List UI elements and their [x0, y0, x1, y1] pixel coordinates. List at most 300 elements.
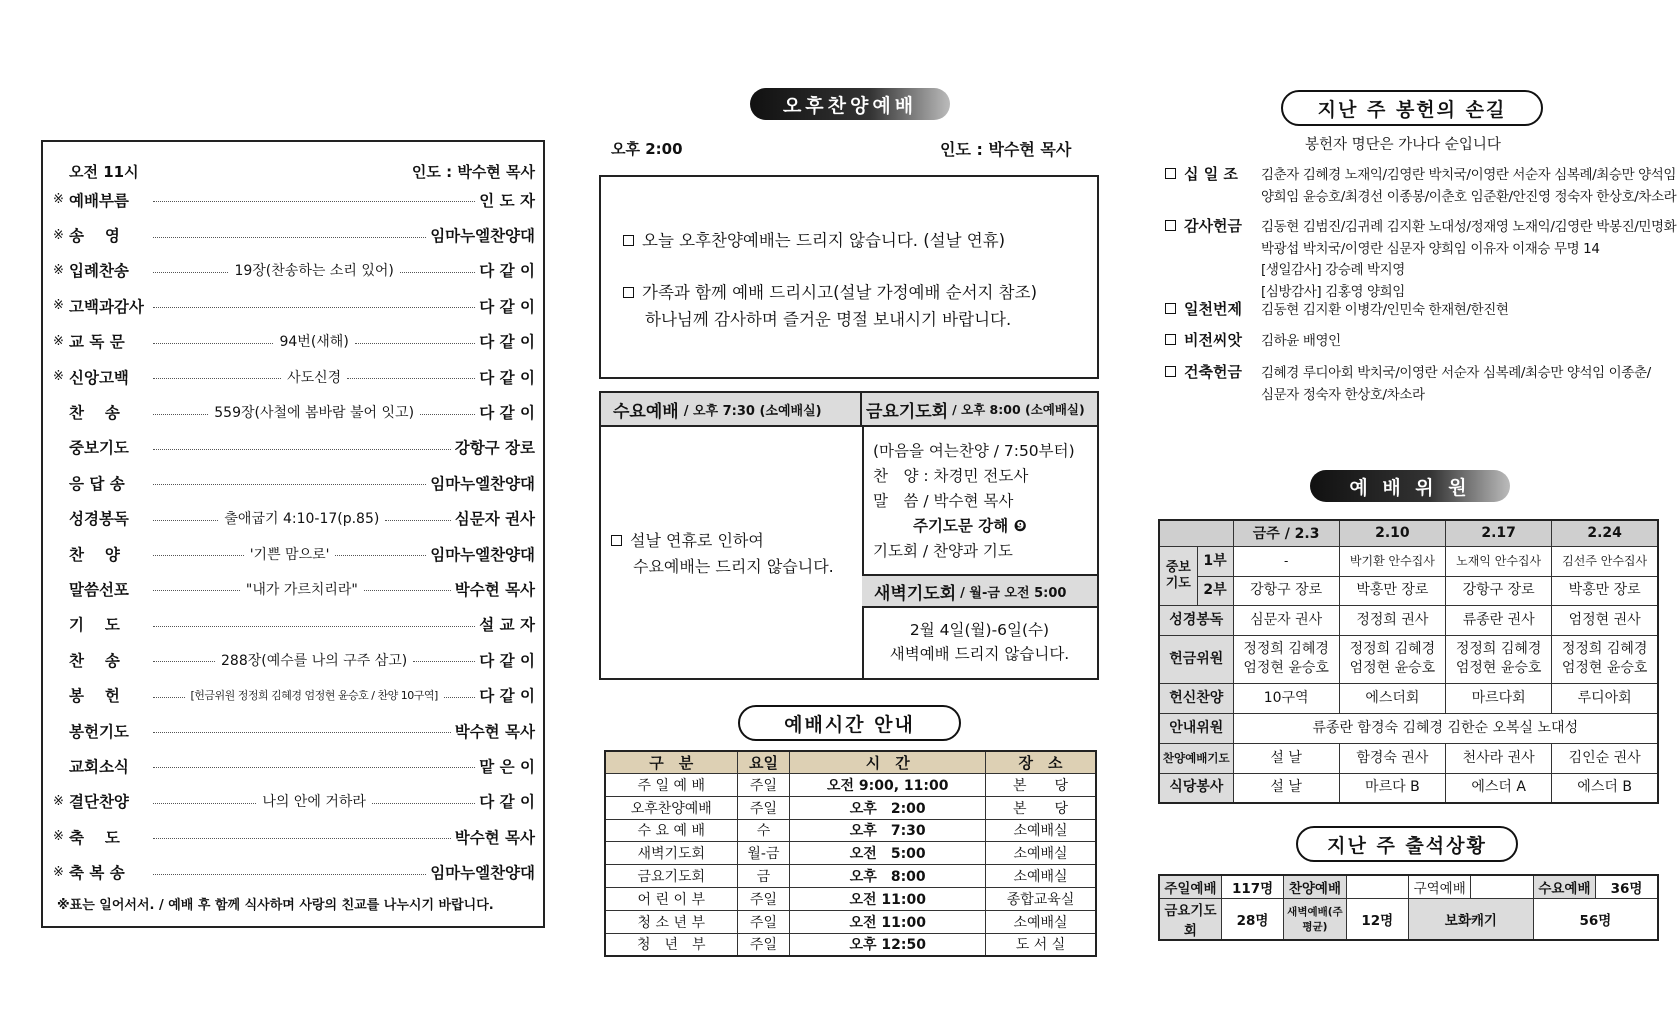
schedule-cell: 주 일 예 배 [605, 774, 737, 797]
duty-label: 찬양예배기도 [1159, 743, 1233, 773]
order-star: ※ [53, 227, 64, 243]
duty-row [1159, 635, 1658, 683]
checkbox-icon [623, 287, 634, 298]
schedule-title: 예배시간 안내 [738, 705, 961, 741]
order-detail: [헌금위원 정정희 김혜경 엄정현 윤승호 / 찬양 10구역] [190, 689, 438, 703]
leader-dots [153, 307, 475, 308]
leader-dots [153, 378, 281, 379]
order-leader: 임마누엘찬양대 [430, 227, 535, 246]
order-leader: 다 같 이 [479, 297, 535, 316]
att-value: 56명 [1533, 898, 1658, 940]
schedule-cell: 주일 [737, 910, 790, 933]
duty-cell: 박홍만 장로 [1339, 576, 1445, 605]
duty-cell: 박홍만 장로 [1552, 576, 1658, 605]
duty-cell: 에스더 A [1446, 773, 1552, 803]
duty-row [1159, 683, 1658, 713]
order-row [53, 217, 535, 252]
order-list [53, 182, 535, 890]
offering-label-text: 비전씨앗 [1184, 331, 1242, 349]
leader-dots [347, 378, 475, 379]
leader-dots [153, 237, 426, 238]
att-value [1471, 875, 1533, 898]
leader-dots [364, 590, 451, 591]
offering-label [1165, 299, 1242, 321]
leader-dots [153, 484, 426, 485]
dawn-l1: 2월 4일(월)-6일(수) [909, 621, 1050, 639]
duty-cell: 류종란 권사 [1446, 605, 1552, 635]
att-label: 새벽예배(주평균) [1284, 898, 1346, 940]
offering-line: 양희임 윤승호/최경선 이종봉/이춘호 임준환/안진영 정숙자 한상호/차소라 [1261, 188, 1677, 205]
duty-cell: 마르다회 [1446, 683, 1552, 713]
schedule-cell: 소예배실 [986, 865, 1096, 888]
attendance-row [1159, 875, 1658, 898]
order-row [53, 677, 535, 712]
order-star: ※ [53, 192, 64, 208]
leader-dots [153, 874, 426, 875]
order-row [53, 324, 535, 359]
order-detail: 559장(사철에 봄바람 불어 잇고) [214, 405, 415, 422]
order-leader: 다 같 이 [479, 333, 535, 352]
schedule-header: 요일 [737, 751, 790, 774]
offering-list [1165, 164, 1677, 444]
order-row [53, 253, 535, 288]
morning-header [53, 152, 535, 182]
duty-row [1159, 546, 1658, 576]
order-star: ※ [53, 829, 64, 845]
duty-cell-line: 정정희 김혜경 [1349, 641, 1436, 657]
order-star: ※ [53, 298, 64, 314]
duty-sublabel: 2부 [1197, 576, 1233, 605]
duty-label: 성경봉독 [1159, 605, 1233, 635]
offering-names [1261, 165, 1677, 208]
duty-header: 2.24 [1552, 520, 1658, 546]
friday-l5: 기도회 / 찬양과 기도 [873, 542, 1013, 560]
leader-dots [355, 343, 475, 344]
att-label: 금요기도회 [1159, 898, 1221, 940]
offering-line: 심문자 정숙자 한상호/차소라 [1261, 386, 1425, 403]
schedule-cell: 청 소 년 부 [605, 910, 737, 933]
leader-dots [372, 803, 475, 804]
leader-dots [153, 626, 475, 627]
duty-cell: 천사라 권사 [1446, 743, 1552, 773]
order-name: 중보기도 [69, 439, 129, 458]
order-name: 말씀선포 [69, 580, 129, 599]
schedule-cell: 본 당 [986, 796, 1096, 819]
afternoon-line1-row [623, 227, 1005, 254]
order-name: 기 도 [69, 616, 120, 635]
order-leader: 다 같 이 [479, 262, 536, 281]
offering-title: 지난 주 봉헌의 손길 [1281, 90, 1543, 126]
att-value: 36명 [1596, 875, 1658, 898]
duty-header-row [1159, 520, 1658, 546]
schedule-header-row [605, 751, 1096, 774]
weekday-box [599, 391, 1099, 680]
offering-names [1261, 363, 1661, 406]
duty-row [1159, 773, 1658, 803]
att-value: 117명 [1221, 875, 1283, 898]
schedule-table [604, 750, 1097, 957]
att-label: 주일예배 [1159, 875, 1221, 898]
duty-cell: 김선주 안수집사 [1552, 546, 1658, 576]
leader-dots [153, 767, 475, 768]
duty-cell-line: 정정희 김혜경 [1455, 641, 1542, 657]
duty-cell-line: 엄정현 윤승호 [1243, 660, 1329, 676]
checkbox-icon [1165, 334, 1176, 345]
order-leader: 다 같 이 [479, 404, 536, 423]
duty-label: 식당봉사 [1159, 773, 1233, 803]
leader-dots [413, 661, 475, 662]
checkbox-icon [1165, 220, 1176, 231]
order-name: 축 복 송 [69, 864, 125, 883]
leader-dots [153, 590, 240, 591]
order-name: 입례찬송 [69, 262, 129, 281]
schedule-cell: 금 [737, 865, 790, 888]
morning-time: 오전 11시 [69, 163, 139, 181]
order-name: 봉 헌 [69, 687, 120, 706]
duty-cell: 류종란 함경숙 김혜경 김한순 오복실 노대성 [1233, 713, 1658, 743]
friday-l2: 찬 양 : 차경민 전도사 [873, 467, 1029, 485]
att-value: 28명 [1221, 898, 1283, 940]
order-leader: 박수현 목사 [454, 828, 535, 847]
order-name: 축 도 [69, 828, 120, 847]
order-detail: 출애굽기 4:10-17(p.85) [224, 511, 380, 528]
duty-cell: 강항구 장로 [1446, 576, 1552, 605]
wednesday-title: 수요예배 [613, 401, 679, 422]
leader-dots [153, 414, 208, 415]
order-name: 예배부름 [69, 191, 129, 210]
schedule-cell: 오후 7:30 [790, 819, 986, 842]
order-row [53, 713, 535, 748]
duty-header: 2.17 [1446, 520, 1552, 546]
duty-cell-line: 정정희 김혜경 [1561, 641, 1648, 657]
duty-row [1159, 713, 1658, 743]
morning-note: ※표는 일어서서. / 예배 후 함께 식사하며 사랑의 친교를 나누시기 바랍니다. [57, 897, 494, 913]
offering-label-text: 건축헌금 [1184, 363, 1242, 381]
schedule-row [605, 865, 1096, 888]
offering-line: [심방감사] 김홍영 양희임 [1261, 283, 1405, 300]
order-detail: 사도신경 [287, 369, 342, 386]
leader-dots [153, 272, 228, 273]
checkbox-icon [623, 235, 634, 246]
schedule-cell: 본 당 [986, 774, 1096, 797]
order-leader: 설 교 자 [479, 616, 535, 635]
duty-cell-line: 정정희 김혜경 [1243, 641, 1329, 657]
leader-dots [400, 272, 475, 273]
dawn-notice [862, 618, 1097, 666]
duty-cell-line: 엄정현 윤승호 [1455, 660, 1542, 676]
order-name: 결단찬양 [69, 793, 129, 812]
order-name: 교 독 문 [69, 333, 125, 352]
order-name: 고백과감사 [69, 297, 144, 316]
schedule-row [605, 933, 1096, 956]
leader-dots [153, 555, 244, 556]
order-leader: 임마누엘찬양대 [430, 474, 535, 493]
duty-cell: 설 날 [1233, 773, 1339, 803]
dawn-header [862, 574, 1097, 608]
order-name: 신앙고백 [69, 368, 129, 387]
offering-names [1261, 217, 1677, 303]
leader-dots [153, 732, 451, 733]
offering-line: 김동현 김지환 이병각/인민숙 한재현/한진현 [1261, 302, 1509, 318]
schedule-cell: 오후 2:00 [790, 796, 986, 819]
offering-line: [생일감사] 강승례 박지영 [1261, 262, 1405, 278]
checkbox-icon [1165, 303, 1176, 314]
order-leader: 인 도 자 [479, 191, 535, 210]
att-label: 수요예배 [1533, 875, 1595, 898]
duty-cell: 에스더 B [1552, 773, 1658, 803]
duty-cell: 강항구 장로 [1233, 576, 1339, 605]
duty-cell: 루디아회 [1552, 683, 1658, 713]
order-leader: 맡 은 이 [479, 757, 535, 776]
wednesday-line2: 수요예배는 드리지 않습니다. [633, 557, 834, 576]
friday-header [862, 393, 1097, 427]
schedule-cell: 오후찬양예배 [605, 796, 737, 819]
friday-l1: (마음을 여는찬양 / 7:50부터) [873, 442, 1075, 460]
order-leader: 박수현 목사 [454, 580, 536, 599]
order-detail: 94번(새해) [279, 334, 349, 351]
order-star: ※ [53, 793, 64, 809]
schedule-cell: 월-금 [737, 842, 790, 865]
schedule-header: 장 소 [986, 751, 1096, 774]
morning-leader: 인도 : 박수현 목사 [411, 163, 535, 181]
schedule-cell: 금요기도회 [605, 865, 737, 888]
duty-label: 헌금위원 [1159, 635, 1233, 683]
order-name: 찬 양 [69, 545, 120, 564]
duty-cell: 엄정현 권사 [1552, 605, 1658, 635]
schedule-cell: 주일 [737, 887, 790, 910]
att-label: 찬양예배 [1284, 875, 1346, 898]
duty-cell: 박기환 안수집사 [1339, 546, 1445, 576]
offering-label-text: 감사헌금 [1184, 217, 1242, 235]
order-name: 찬 송 [69, 404, 120, 423]
duty-title: 예 배 위 원 [1310, 470, 1510, 502]
friday-l4: 주기도문 강해 ❾ [913, 517, 1027, 535]
attendance-table [1158, 874, 1659, 941]
order-leader: 심문자 권사 [454, 510, 536, 529]
leader-dots [420, 414, 475, 415]
schedule-cell: 청 년 부 [605, 933, 737, 956]
duty-cell: 10구역 [1233, 683, 1339, 713]
order-detail: 나의 안에 거하라 [262, 794, 366, 811]
order-row [53, 288, 535, 323]
schedule-cell: 어 린 이 부 [605, 887, 737, 910]
order-row [53, 182, 535, 217]
afternoon-line1: 오늘 오후찬양예배는 드리지 않습니다. (설날 연휴) [642, 231, 1006, 250]
order-row [53, 642, 535, 677]
duty-cell: 정정희 권사 [1339, 605, 1445, 635]
order-detail: "내가 가르치리라" [245, 581, 358, 598]
leader-dots [153, 697, 185, 698]
schedule-cell: 소예배실 [986, 910, 1096, 933]
order-leader: 임마누엘찬양대 [430, 864, 535, 883]
offering-label [1165, 330, 1242, 352]
leader-dots [153, 803, 256, 804]
duty-header: 2.10 [1339, 520, 1445, 546]
offering-label-text: 십 일 조 [1184, 165, 1238, 183]
leader-dots [444, 697, 476, 698]
dawn-time: / 월-금 오전 5:00 [960, 585, 1067, 601]
schedule-cell: 오전 11:00 [790, 887, 986, 910]
schedule-cell: 수 요 예 배 [605, 819, 737, 842]
schedule-cell: 주일 [737, 774, 790, 797]
order-name: 송 영 [69, 227, 120, 246]
schedule-cell: 종합교육실 [986, 887, 1096, 910]
duty-row [1159, 605, 1658, 635]
order-row [53, 359, 535, 394]
order-leader: 강항구 장로 [454, 439, 535, 458]
schedule-row [605, 910, 1096, 933]
order-name: 봉헌기도 [69, 722, 129, 741]
afternoon-notice-box [599, 175, 1099, 379]
schedule-cell: 오후 8:00 [790, 865, 986, 888]
schedule-cell: 주일 [737, 796, 790, 819]
schedule-cell: 오전 11:00 [790, 910, 986, 933]
schedule-cell: 도 서 실 [986, 933, 1096, 956]
duty-cell: - [1233, 546, 1339, 576]
order-leader: 박수현 목사 [454, 722, 535, 741]
duty-cell [1233, 635, 1339, 683]
duty-label: 헌신찬양 [1159, 683, 1233, 713]
afternoon-line2-row [623, 279, 1037, 333]
leader-dots [153, 661, 215, 662]
attendance-title: 지난 주 출석상황 [1296, 826, 1518, 862]
duty-cell-line: 엄정현 윤승호 [1561, 660, 1648, 676]
schedule-cell: 주일 [737, 933, 790, 956]
duty-label: 중보기도 [1159, 546, 1197, 605]
duty-cell: 설 날 [1233, 743, 1339, 773]
leader-dots [385, 520, 450, 521]
order-row [53, 571, 535, 606]
schedule-cell: 오전 5:00 [790, 842, 986, 865]
schedule-row [605, 774, 1096, 797]
duty-row [1159, 743, 1658, 773]
checkbox-icon [1165, 366, 1176, 377]
wednesday-header [601, 393, 862, 427]
order-name: 응 답 송 [69, 474, 125, 493]
dawn-title: 새벽기도회 [874, 583, 957, 604]
offering-line: 박광섭 박치국/이영란 심문자 양희임 이유자 이재승 무명 14 [1261, 240, 1600, 257]
duty-row [1159, 576, 1658, 605]
order-leader: 다 같 이 [479, 651, 535, 670]
order-leader: 임마누엘찬양대 [430, 545, 535, 564]
leader-dots [153, 343, 273, 344]
checkbox-icon [1165, 168, 1176, 179]
morning-service-box [41, 140, 545, 928]
friday-l3: 말 씀 / 박수현 목사 [873, 492, 1014, 510]
offering-label [1165, 216, 1242, 238]
att-label: 구역예배 [1409, 875, 1471, 898]
schedule-header: 시 간 [790, 751, 986, 774]
order-row [53, 748, 535, 783]
attendance-row [1159, 898, 1658, 940]
leader-dots [335, 555, 426, 556]
leader-dots [153, 449, 451, 450]
order-leader: 다 같 이 [479, 687, 535, 706]
order-row [53, 430, 535, 465]
offering-label [1165, 362, 1242, 384]
duty-table [1158, 519, 1659, 804]
duty-cell: 노재익 안수집사 [1446, 546, 1552, 576]
order-row [53, 607, 535, 642]
schedule-cell: 오후 12:50 [790, 933, 986, 956]
duty-header: 금주 / 2.3 [1233, 520, 1339, 546]
order-row [53, 465, 535, 500]
schedule-body [605, 774, 1096, 956]
duty-cell-line: 엄정현 윤승호 [1349, 660, 1436, 676]
order-star: ※ [53, 262, 64, 278]
afternoon-title: 오후찬양예배 [750, 88, 950, 120]
wednesday-notice [611, 528, 834, 580]
order-star: ※ [53, 333, 64, 349]
schedule-row [605, 842, 1096, 865]
order-detail: '기쁜 맘으로' [249, 546, 330, 563]
offering-subtitle: 봉헌자 명단은 가나다 순입니다 [1305, 137, 1501, 153]
schedule-row [605, 819, 1096, 842]
order-row [53, 501, 535, 536]
friday-details [873, 439, 1075, 564]
order-row [53, 536, 535, 571]
wednesday-line1: 설날 연휴로 인하여 [630, 531, 764, 550]
offering-label-text: 일천번제 [1184, 300, 1242, 318]
duty-cell [1552, 635, 1658, 683]
duty-label: 안내위원 [1159, 713, 1233, 743]
friday-time: / 오후 8:00 (소예배실) [952, 402, 1085, 417]
leader-dots [153, 201, 475, 202]
schedule-cell: 소예배실 [986, 819, 1096, 842]
order-leader: 다 같 이 [479, 793, 536, 812]
duty-cell: 마르다 B [1339, 773, 1445, 803]
offering-line: 김혜경 루디아회 박치국/이영란 서순자 심복례/최승만 양석임 이종춘/ [1261, 365, 1651, 381]
afternoon-leader: 인도 : 박수현 목사 [940, 140, 1072, 159]
order-detail: 19장(찬송하는 소리 있어) [234, 263, 394, 280]
schedule-row [605, 796, 1096, 819]
checkbox-icon [611, 535, 622, 546]
offering-line: 김춘자 김혜경 노재익/김영란 박치국/이영란 서순자 심복례/최승만 양석임 [1261, 167, 1677, 183]
offering-line: 김동현 김범진/김귀례 김지환 노대성/정재영 노재익/김영란 박봉진/민명화 [1261, 219, 1677, 235]
duty-cell: 김인순 권사 [1552, 743, 1658, 773]
schedule-cell: 소예배실 [986, 842, 1096, 865]
att-value: 12명 [1346, 898, 1408, 940]
schedule-cell: 수 [737, 819, 790, 842]
order-row [53, 819, 535, 854]
order-name: 성경봉독 [69, 510, 129, 529]
duty-cell [1446, 635, 1552, 683]
order-name: 교회소식 [69, 757, 129, 776]
duty-sublabel: 1부 [1197, 546, 1233, 576]
order-name: 찬 송 [69, 651, 120, 670]
leader-dots [153, 838, 451, 839]
offering-label [1165, 164, 1238, 186]
duty-corner [1159, 520, 1233, 546]
order-row [53, 784, 535, 819]
offering-line: 김하윤 배영인 [1261, 333, 1341, 349]
afternoon-time: 오후 2:00 [611, 140, 683, 158]
dawn-l2: 새벽예배 드리지 않습니다. [889, 645, 1070, 663]
schedule-cell: 오전 9:00, 11:00 [790, 774, 986, 797]
duty-cell: 심문자 권사 [1233, 605, 1339, 635]
leader-dots [153, 520, 218, 521]
att-value [1346, 875, 1408, 898]
order-star: ※ [53, 369, 64, 385]
duty-cell [1339, 635, 1445, 683]
duty-cell: 에스더회 [1339, 683, 1445, 713]
afternoon-line2a: 가족과 함께 예배 드리시고(설날 가정예배 순서지 참조) [642, 283, 1038, 302]
order-detail: 288장(예수를 나의 구주 삼고) [221, 652, 408, 669]
schedule-cell: 새벽기도회 [605, 842, 737, 865]
wednesday-time: / 오후 7:30 (소예배실) [683, 403, 822, 419]
schedule-header: 구 분 [605, 751, 737, 774]
order-leader: 다 같 이 [479, 368, 536, 387]
